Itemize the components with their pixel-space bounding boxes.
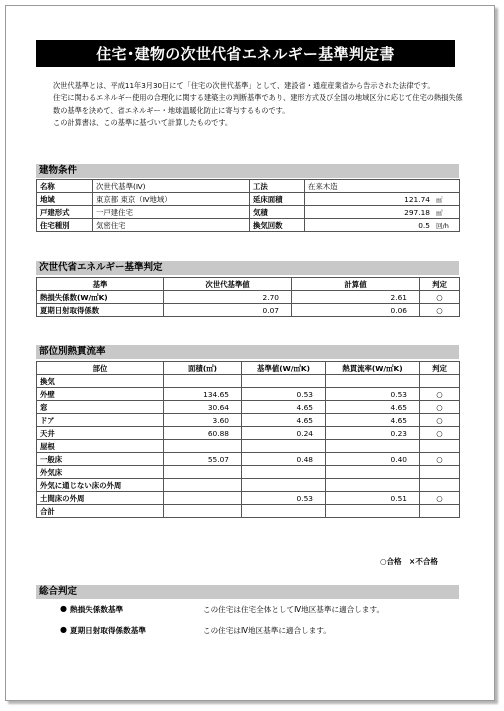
part-standard: 4.65 bbox=[242, 401, 326, 414]
building-label: 換気回数 bbox=[250, 219, 305, 232]
building-unit: ㎡ bbox=[436, 195, 443, 204]
part-standard bbox=[242, 505, 326, 518]
part-result: ○ bbox=[420, 388, 460, 401]
bullet-icon: ● bbox=[60, 604, 67, 613]
building-row bbox=[37, 193, 460, 206]
judgment-row bbox=[37, 304, 460, 317]
judgment-header: 計算値 bbox=[292, 278, 420, 291]
judgment-header: 次世代基準値 bbox=[164, 278, 292, 291]
building-value: 気密住宅 bbox=[93, 219, 250, 232]
building-value: 次世代基準(Ⅳ) bbox=[93, 180, 250, 193]
part-result bbox=[420, 479, 460, 492]
parts-header: 基準値(W/㎡K) bbox=[242, 362, 326, 375]
bullet-icon: ● bbox=[60, 625, 67, 634]
part-value bbox=[326, 505, 420, 518]
part-name: 合計 bbox=[37, 505, 164, 518]
building-row bbox=[37, 219, 460, 232]
summary-item bbox=[60, 604, 384, 615]
parts-row bbox=[37, 440, 460, 453]
part-value: 4.65 bbox=[326, 414, 420, 427]
building-label: 戸建形式 bbox=[37, 206, 93, 219]
intro-text: 次世代基準とは、平成11年3月30日にて「住宅の次世代基準」として、建設省・通産産業省から告示された法律です。 住宅に関わるエネルギー使用の合理化に関する建築主の判断基準であり、建形方式及び全国の地域区分に応じて住宅の熱損失係数の基準を決めて、省エネルギー・地球温暖化防止に寄与するものです。 この計算書は、この基準に基づいて計算したものです。 bbox=[53, 81, 463, 127]
part-area: 60.88 bbox=[164, 427, 242, 440]
legend: ○合格 ×不合格 bbox=[380, 557, 438, 566]
parts-row bbox=[37, 466, 460, 479]
judgment-calculated: 2.61 bbox=[292, 291, 420, 304]
building-unit: ㎥ bbox=[436, 208, 443, 217]
part-name: 外壁 bbox=[37, 388, 164, 401]
building-value: 一戸建住宅 bbox=[93, 206, 250, 219]
part-area bbox=[164, 479, 242, 492]
parts-heading: 部位別熱貫流率 bbox=[36, 345, 459, 359]
parts-row bbox=[37, 453, 460, 466]
parts-row bbox=[37, 388, 460, 401]
building-unit: 回/h bbox=[436, 221, 449, 230]
judgment-header: 判定 bbox=[420, 278, 460, 291]
part-standard bbox=[242, 375, 326, 388]
part-result: ○ bbox=[420, 427, 460, 440]
building-value bbox=[305, 193, 460, 206]
judgment-standard: 2.70 bbox=[164, 291, 292, 304]
part-name: 外気床 bbox=[37, 466, 164, 479]
part-name: 土間床の外周 bbox=[37, 492, 164, 505]
building-row bbox=[37, 180, 460, 193]
judgment-table bbox=[36, 277, 460, 317]
judgment-heading: 次世代省エネルギー基準判定 bbox=[36, 261, 459, 275]
part-area bbox=[164, 375, 242, 388]
building-table bbox=[36, 179, 460, 232]
building-row bbox=[37, 206, 460, 219]
parts-row bbox=[37, 427, 460, 440]
building-value bbox=[305, 206, 460, 219]
judgment-criterion: 夏期日射取得係数 bbox=[37, 304, 164, 317]
part-result bbox=[420, 440, 460, 453]
parts-header: 判定 bbox=[420, 362, 460, 375]
part-standard: 0.24 bbox=[242, 427, 326, 440]
part-value: 0.51 bbox=[326, 492, 420, 505]
part-area bbox=[164, 505, 242, 518]
summary-heading: 総合判定 bbox=[36, 585, 459, 599]
part-standard bbox=[242, 466, 326, 479]
part-area: 30.64 bbox=[164, 401, 242, 414]
part-result: ○ bbox=[420, 453, 460, 466]
part-value bbox=[326, 375, 420, 388]
part-value bbox=[326, 440, 420, 453]
building-value: 在来木造 bbox=[305, 180, 460, 193]
part-value: 0.40 bbox=[326, 453, 420, 466]
building-value: 東京都 東京（Ⅳ地域） bbox=[93, 193, 250, 206]
part-result bbox=[420, 466, 460, 479]
judgment-criterion: 熱損失係数(W/㎡K) bbox=[37, 291, 164, 304]
summary-item bbox=[60, 625, 331, 636]
part-name: 外気に通じない床の外周 bbox=[37, 479, 164, 492]
part-area bbox=[164, 492, 242, 505]
building-heading: 建物条件 bbox=[36, 164, 459, 178]
building-number: 297.18 bbox=[404, 207, 430, 217]
parts-row bbox=[37, 414, 460, 427]
part-value: 4.65 bbox=[326, 401, 420, 414]
part-result: ○ bbox=[420, 414, 460, 427]
part-area: 3.60 bbox=[164, 414, 242, 427]
judgment-result: ○ bbox=[420, 304, 460, 317]
building-number: 0.5 bbox=[418, 220, 430, 230]
parts-row bbox=[37, 375, 460, 388]
part-value bbox=[326, 466, 420, 479]
judgment-header: 基準 bbox=[37, 278, 164, 291]
part-area: 55.07 bbox=[164, 453, 242, 466]
part-area bbox=[164, 466, 242, 479]
judgment-standard: 0.07 bbox=[164, 304, 292, 317]
building-number: 121.74 bbox=[404, 194, 430, 204]
building-value bbox=[305, 219, 460, 232]
parts-table bbox=[36, 361, 460, 518]
part-name: 一般床 bbox=[37, 453, 164, 466]
parts-header: 熱貫流率(W/㎡K) bbox=[326, 362, 420, 375]
summary-text: この住宅はⅣ地区基準に適合します。 bbox=[202, 626, 331, 635]
judgment-result: ○ bbox=[420, 291, 460, 304]
parts-header: 部位 bbox=[37, 362, 164, 375]
part-name: 窓 bbox=[37, 401, 164, 414]
parts-row bbox=[37, 479, 460, 492]
part-result: ○ bbox=[420, 401, 460, 414]
part-result: ○ bbox=[420, 492, 460, 505]
building-label: 地域 bbox=[37, 193, 93, 206]
building-label: 延床面積 bbox=[250, 193, 305, 206]
judgment-calculated: 0.06 bbox=[292, 304, 420, 317]
building-label: 名称 bbox=[37, 180, 93, 193]
part-standard: 0.48 bbox=[242, 453, 326, 466]
parts-row bbox=[37, 401, 460, 414]
part-value bbox=[326, 479, 420, 492]
part-area: 134.65 bbox=[164, 388, 242, 401]
part-area bbox=[164, 440, 242, 453]
parts-row bbox=[37, 492, 460, 505]
part-standard bbox=[242, 440, 326, 453]
part-result bbox=[420, 375, 460, 388]
judgment-row bbox=[37, 291, 460, 304]
part-name: 換気 bbox=[37, 375, 164, 388]
part-value: 0.23 bbox=[326, 427, 420, 440]
summary-text: この住宅は住宅全体としてⅣ地区基準に適合します。 bbox=[202, 605, 385, 614]
part-name: 屋根 bbox=[37, 440, 164, 453]
building-label: 住宅種別 bbox=[37, 219, 93, 232]
part-value: 0.53 bbox=[326, 388, 420, 401]
part-name: ドア bbox=[37, 414, 164, 427]
document-title: 住宅･建物の次世代省エネルギー基準判定書 bbox=[36, 40, 455, 67]
parts-header: 面積(㎡) bbox=[164, 362, 242, 375]
parts-row bbox=[37, 505, 460, 518]
part-result bbox=[420, 505, 460, 518]
building-label: 工法 bbox=[250, 180, 305, 193]
part-name: 天井 bbox=[37, 427, 164, 440]
part-standard: 0.53 bbox=[242, 492, 326, 505]
part-standard bbox=[242, 479, 326, 492]
part-standard: 0.53 bbox=[242, 388, 326, 401]
summary-label: 熱損失係数基準 bbox=[69, 605, 124, 614]
part-standard: 4.65 bbox=[242, 414, 326, 427]
summary-label: 夏期日射取得係数基準 bbox=[69, 626, 146, 635]
building-label: 気積 bbox=[250, 206, 305, 219]
